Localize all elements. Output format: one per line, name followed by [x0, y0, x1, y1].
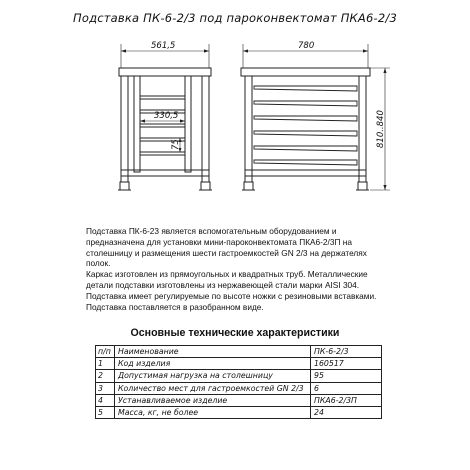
row-value: 24 [311, 406, 382, 418]
description-legs: Подставка имеет регулируемые по высоте ножки с резиновыми вставками. [86, 290, 377, 301]
dim-height: 810..840 [376, 110, 386, 148]
description-delivery: Подставка поставляется в разобранном виде. [86, 301, 264, 312]
side-view [118, 41, 212, 190]
technical-drawing [0, 0, 470, 230]
table-row [96, 370, 382, 382]
row-name: Код изделия [115, 358, 311, 370]
specs-heading: Основные технические характеристики [130, 327, 340, 339]
table-row [96, 394, 382, 406]
col-num-header: п/п [96, 346, 115, 358]
table-header-row [96, 346, 382, 358]
col-name-header: Наименование [115, 346, 311, 358]
drawing-title: Подставка ПК-6-2/3 под пароконвектомат ПКА6-2/3 [73, 11, 397, 25]
row-num: 5 [96, 406, 115, 418]
col-value-header: ПК-6-2/3 [311, 346, 382, 358]
front-view [241, 41, 390, 190]
row-num: 1 [96, 358, 115, 370]
row-num: 4 [96, 394, 115, 406]
row-name: Количество мест для гастроемкостей GN 2/3 [115, 382, 311, 394]
row-num: 2 [96, 370, 115, 382]
dim-inner-width: 330,5 [154, 111, 179, 121]
dim-shelf-pitch: 75 [171, 139, 181, 150]
dim-front-width: 780 [298, 41, 315, 51]
description [86, 226, 386, 312]
description-material: Каркас изготовлен из прямоугольных и квадратных труб. Металлические детали подставки изготовлены из нержавеющей стали марки AISI 304. [86, 269, 368, 290]
row-name: Масса, кг, не более [115, 406, 311, 418]
table-row [96, 406, 382, 418]
row-value: ПКА6-2/3П [311, 394, 382, 406]
row-value: 6 [311, 382, 382, 394]
dim-side-width: 561,5 [151, 41, 176, 51]
row-num: 3 [96, 382, 115, 394]
row-value: 95 [311, 370, 382, 382]
specs-table [95, 345, 382, 419]
description-purpose: Подставка ПК-6-23 является вспомогательным оборудованием и предназначена для установки мини-пароконвектомата ПКА6-2/3П на столешницу и размещения шести гастроемкостей GN 2/3 на держателях полок. [86, 226, 367, 269]
row-name: Допустимая нагрузка на столешницу [115, 370, 311, 382]
table-row [96, 358, 382, 370]
row-value: 160517 [311, 358, 382, 370]
table-row [96, 382, 382, 394]
row-name: Устанавливаемое изделие [115, 394, 311, 406]
